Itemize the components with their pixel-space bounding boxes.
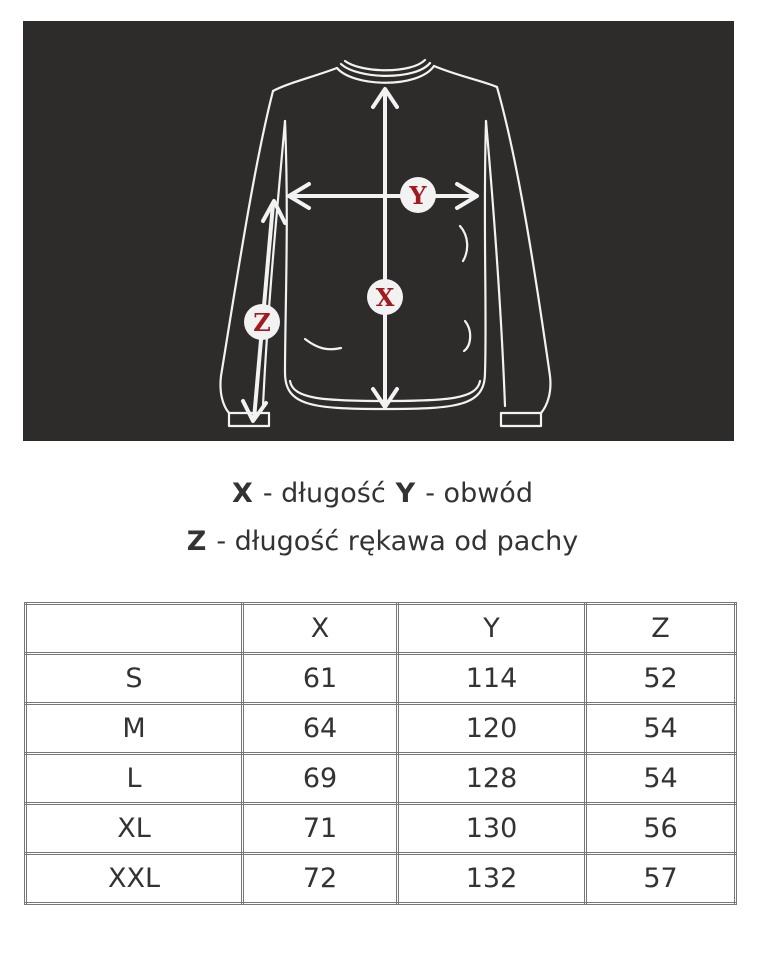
table-row [26, 654, 736, 704]
legend-z-key: Z [186, 526, 207, 557]
legend-y-key: Y [395, 478, 416, 509]
size-cell: XL [26, 804, 243, 854]
z-cell: 57 [586, 854, 736, 904]
size-cell: S [26, 654, 243, 704]
z-cell: 52 [586, 654, 736, 704]
table-header-row [26, 604, 736, 654]
y-cell: 132 [398, 854, 586, 904]
y-cell: 114 [398, 654, 586, 704]
y-cell: 128 [398, 754, 586, 804]
sweatshirt-measurement-diagram [23, 21, 734, 441]
legend-line-1 [0, 478, 765, 509]
x-cell: 64 [243, 704, 398, 754]
legend-y-desc: - obwód [425, 478, 533, 509]
z-cell: 54 [586, 704, 736, 754]
header-cell-size [26, 604, 243, 654]
x-cell: 71 [243, 804, 398, 854]
table-row [26, 804, 736, 854]
table-row [26, 754, 736, 804]
diagram-label-z: Z [253, 308, 271, 337]
x-cell: 61 [243, 654, 398, 704]
table-row [26, 704, 736, 754]
diagram-label-y: Y [409, 181, 427, 210]
x-cell: 72 [243, 854, 398, 904]
header-cell-y: Y [398, 604, 586, 654]
size-cell: M [26, 704, 243, 754]
header-cell-x: X [243, 604, 398, 654]
x-cell: 69 [243, 754, 398, 804]
size-cell: XXL [26, 854, 243, 904]
z-cell: 56 [586, 804, 736, 854]
z-cell: 54 [586, 754, 736, 804]
size-table [24, 602, 737, 905]
y-cell: 120 [398, 704, 586, 754]
sweatshirt-outline [23, 21, 734, 441]
diagram-label-x: X [375, 283, 395, 312]
table-row [26, 854, 736, 904]
legend-line-2 [0, 526, 765, 557]
legend-x-key: X [232, 478, 253, 509]
header-cell-z: Z [586, 604, 736, 654]
legend-z-desc: - długość rękawa od pachy [216, 526, 579, 557]
size-cell: L [26, 754, 243, 804]
y-cell: 130 [398, 804, 586, 854]
legend-x-desc: - długość [262, 478, 386, 509]
